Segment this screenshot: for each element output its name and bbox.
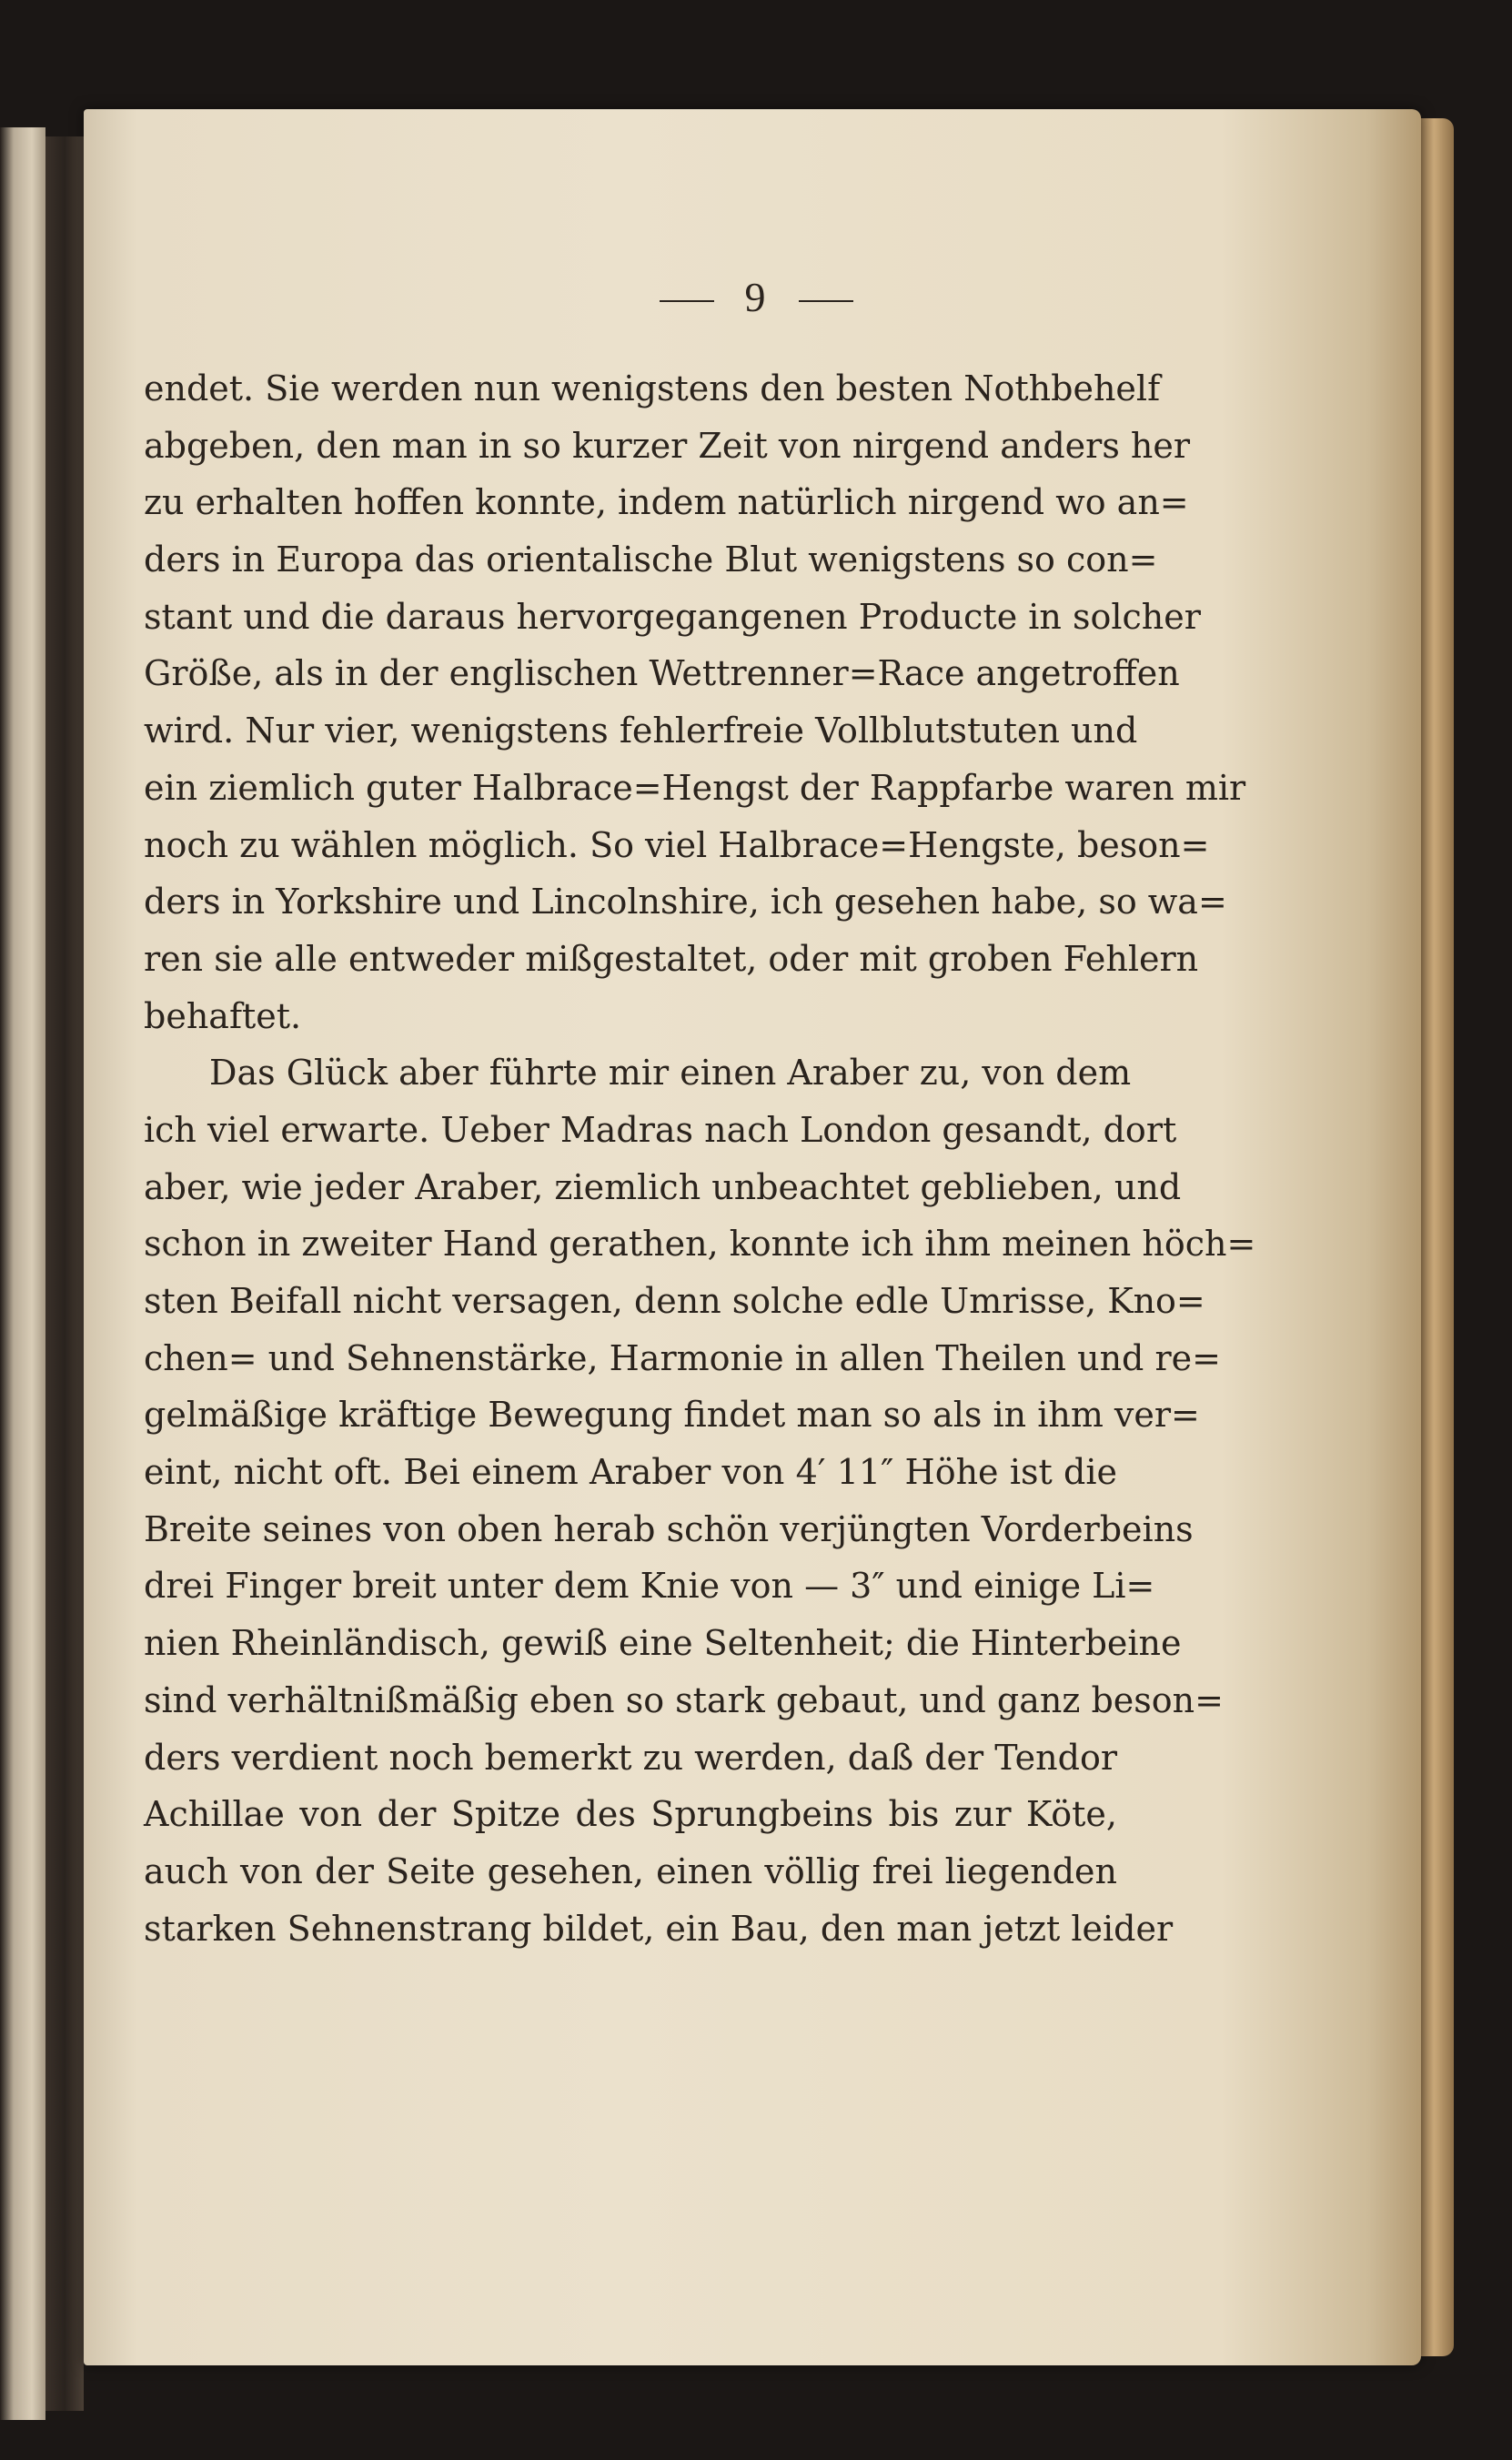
text-line: zu erhalten hoffen konnte, indem natürlich nirgend wo an= xyxy=(144,482,1189,523)
text-line: ders verdient noch bemerkt zu werden, daß der Tendor xyxy=(144,1737,1117,1778)
text-line: abgeben, den man in so kurzer Zeit von nirgend anders her xyxy=(144,425,1191,466)
text-line: Größe, als in der englischen Wettrenner=Race angetroffen xyxy=(144,653,1180,694)
text-line: ein ziemlich guter Halbrace=Hengst der Rappfarbe waren mir xyxy=(144,767,1246,808)
text-line: schon in zweiter Hand gerathen, konnte ich ihm meinen höch= xyxy=(144,1224,1256,1265)
text-line: drei Finger breit unter dem Knie von — 3″ und einige Li= xyxy=(144,1566,1155,1607)
text-line: wird. Nur vier, wenigstens fehlerfreie Vollblutstuten und xyxy=(144,711,1138,751)
text-line: ich viel erwarte. Ueber Madras nach London gesandt, dort xyxy=(144,1109,1177,1150)
book-gutter xyxy=(45,136,84,2411)
text-line: ren sie alle entweder mißgestaltet, oder mit groben Fehlern xyxy=(144,938,1199,979)
page-header xyxy=(0,273,1512,321)
text-line: eint, nicht oft. Bei einem Araber von 4′ 11″ Höhe ist die xyxy=(144,1452,1117,1493)
header-dash-right xyxy=(799,300,853,302)
text-line: nien Rheinländisch, gewiß eine Seltenheit; die Hinterbeine xyxy=(144,1623,1182,1664)
text-line: starken Sehnenstrang bildet, ein Bau, den man jetzt leider xyxy=(144,1908,1174,1949)
text-line: sten Beifall nicht versagen, denn solche edle Umrisse, Kno= xyxy=(144,1281,1205,1321)
text-line: noch zu wählen möglich. So viel Halbrace=Hengste, beson= xyxy=(144,824,1210,865)
text-line: ders in Europa das orientalische Blut wenigstens so con= xyxy=(144,539,1158,580)
text-line: auch von der Seite gesehen, einen völlig frei liegenden xyxy=(144,1850,1117,1891)
left-page-edge xyxy=(0,127,45,2420)
text-line: Achillae von der Spitze des Sprungbeins bis zur Köte, xyxy=(144,1794,1117,1835)
text-line: sind verhältnißmäßig eben so stark gebaut, und ganz beson= xyxy=(144,1679,1224,1720)
text-line: stant und die daraus hervorgegangenen Producte in solcher xyxy=(144,596,1201,637)
text-line: aber, wie jeder Araber, ziemlich unbeachtet geblieben, und xyxy=(144,1166,1182,1207)
paragraph-end-line: behaftet. xyxy=(144,995,302,1036)
body-text xyxy=(144,360,1256,1957)
paragraph-start-line: Das Glück aber führte mir einen Araber zu, von dem xyxy=(209,1053,1132,1094)
text-line: ders in Yorkshire und Lincolnshire, ich gesehen habe, so wa= xyxy=(144,882,1227,922)
text-line: gelmäßige kräftige Bewegung findet man so als in ihm ver= xyxy=(144,1395,1200,1436)
text-line: Breite seines von oben herab schön verjüngten Vorderbeins xyxy=(144,1508,1194,1549)
text-line: endet. Sie werden nun wenigstens den besten Nothbehelf xyxy=(144,368,1161,408)
page-edge xyxy=(1421,118,1454,2356)
header-dash-left xyxy=(660,300,714,302)
page-number: 9 xyxy=(744,274,768,320)
text-line: chen= und Sehnenstärke, Harmonie in allen Theilen und re= xyxy=(144,1337,1221,1378)
